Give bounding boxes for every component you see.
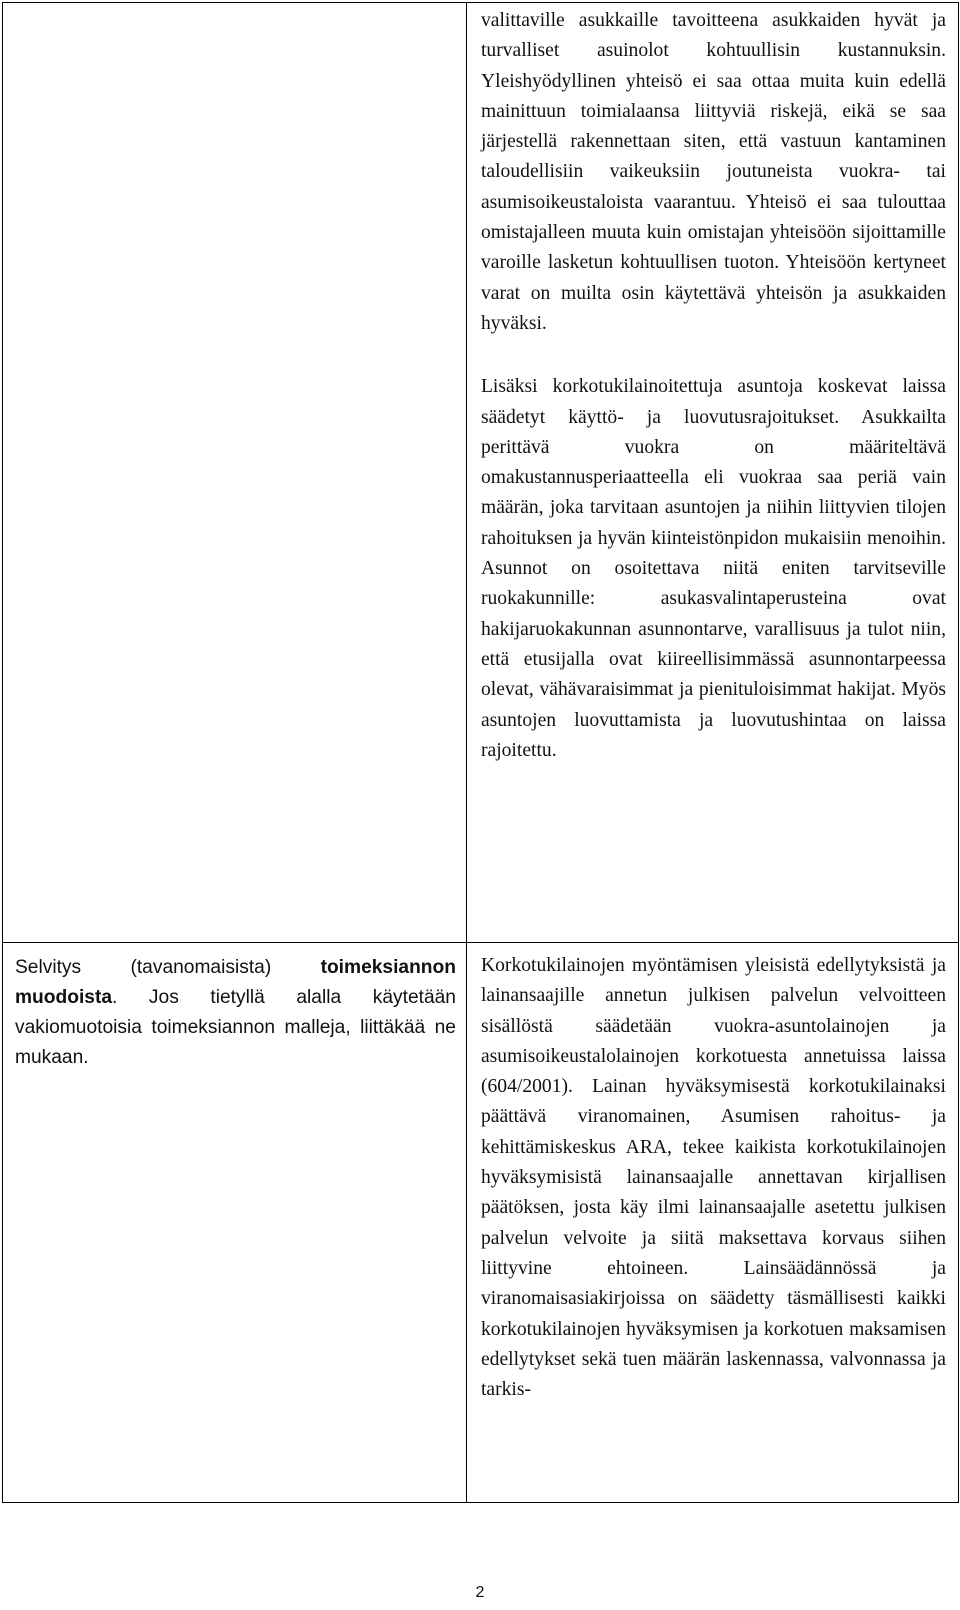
left-cell-empty — [3, 3, 467, 943]
right-cell-description — [466, 3, 958, 943]
page-number: 2 — [475, 1584, 485, 1601]
question-text-end: . Jos tietyllä alalla käytetään vakiomuotoisia toimeksiannon malleja, liittäkää ne mukaan. — [15, 987, 456, 1068]
description-paragraph-1: valittaville asukkaille tavoitteena asukkaiden hyvät ja turvalliset asuinolot kohtuullisin kustannuksin. Yleishyödyllinen yhteisö ei saa ottaa muita kuin edellä mainittuun toimialaansa liittyviä riskejä, eikä se saa järjestellä rakennettaan siten, että vastuun kantaminen taloudellisiin vaikeuksiin joutuneista vuokra- tai asumisoikeustaloista vaarantuu. Yhteisö ei saa tulouttaa omistajalleen muuta kuin omistajan yhteisöön sijoittamille varoille lasketun kohtuullisen tuoton. Yhteisöön kertyneet varat on muilta osin käytettävä yhteisön ja asukkaiden hyväksi. — [480, 10, 946, 334]
table-row — [3, 943, 959, 1503]
form-table — [2, 2, 959, 1503]
right-cell-answer — [466, 943, 958, 1503]
question-text — [3, 943, 466, 1073]
answer-paragraph: Korkotukilainojen myöntämisen yleisistä edellytyksistä ja lainansaajille annetun julkisen palvelun velvoitteen sisällöstä säädetään vuokra-asuntolainojen ja asumisoikeustalolainojen korkotuesta annetuissa laissa (604/2001). Lainan hyväksymisestä korkotukilainaksi päättävä viranomainen, Asumisen rahoitus- ja kehittämiskeskus ARA, tekee kaikista korkotukilainojen hyväksymisistä lainansaajalle annettavan kirjallisen päätöksen, josta käy ilmi lainansaajalle asetettu julkisen palvelun velvoite ja siitä maksettava korvaus siihen liittyvine ehtoineen. Lainsäädännössä ja viranomaisasiakirjoissa on säädetty täsmällisesti kaikki korkotukilainojen hyväksymisen ja korkotuen maksamisen edellytykset sekä tuen määrän laskennassa, valvonnassa ja tarkis- — [480, 955, 946, 1401]
description-paragraph-2: Lisäksi korkotukilainoitettuja asuntoja koskevat laissa säädetyt käyttö- ja luovutusrajoitukset. Asukkailta perittävä vuokra on määriteltävä omakustannusperiaatteella eli vuokraa saa periä vain määrän, joka tarvitaan asuntojen ja niihin liittyvien tilojen rahoituksen ja hyvän kiinteistönpidon mukaisiin menoihin. Asunnot on osoitettava niitä eniten tarvitseville ruokakunnille: asukasvalintaperusteina ovat hakijaruokakunnan asunnontarve, varallisuus ja tulot niin, että etusijalla ovat kiireellisimmässä asunnontarpeessa olevat, vähävaraisimmat ja pienituloisimmat hakijat. Myös asuntojen luovuttamista ja luovutushintaa on laissa rajoitettu. — [480, 376, 946, 761]
table-row — [3, 3, 959, 943]
question-text-bold: toimeksiannon muodoista — [15, 957, 456, 1008]
question-text-start: Selvitys (tavanomaisista) — [15, 957, 321, 978]
left-cell-question — [3, 943, 467, 1503]
